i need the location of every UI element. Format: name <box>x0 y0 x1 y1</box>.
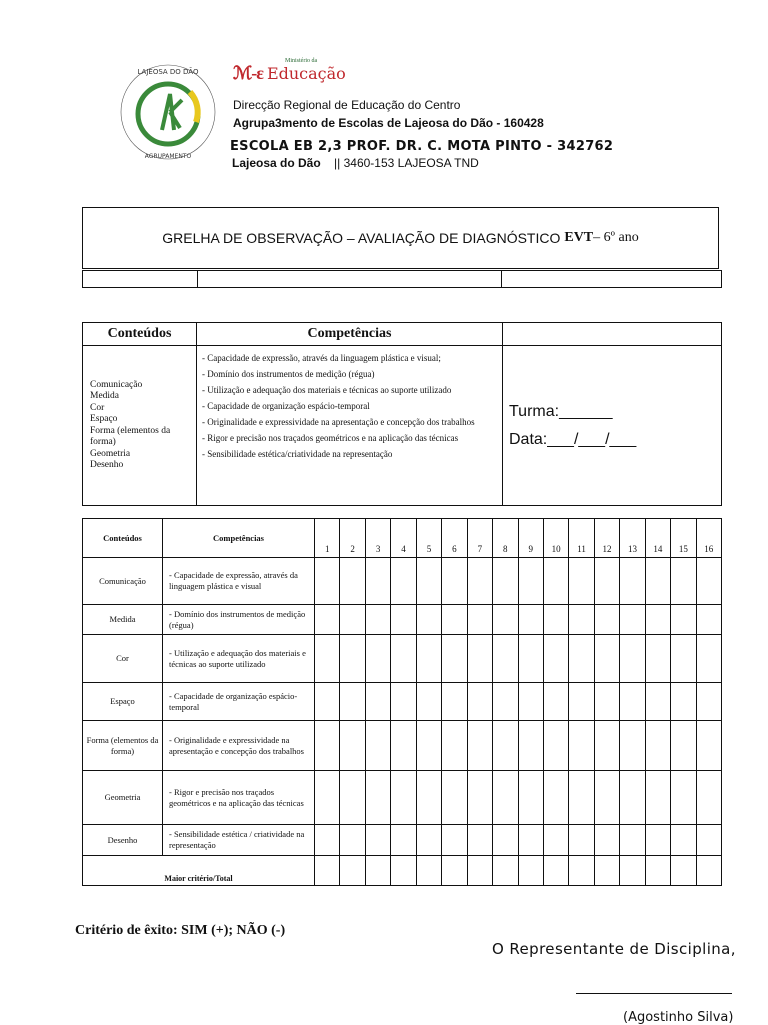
observation-cell[interactable] <box>340 635 365 683</box>
summary-contents-list <box>83 346 197 506</box>
observation-cell[interactable] <box>315 721 340 771</box>
observation-cell[interactable] <box>696 771 721 825</box>
total-cell[interactable] <box>696 856 721 886</box>
student-number-header: 15 <box>671 519 696 558</box>
observation-cell[interactable] <box>365 605 390 635</box>
observation-cell[interactable] <box>442 635 467 683</box>
observation-cell[interactable] <box>543 683 568 721</box>
student-number-header: 9 <box>518 519 543 558</box>
student-number-header: 6 <box>442 519 467 558</box>
observation-cell[interactable] <box>315 605 340 635</box>
student-number-header: 5 <box>416 519 441 558</box>
header-locality: Lajeosa do Dão <box>232 156 321 170</box>
observation-cell[interactable] <box>696 635 721 683</box>
header-line-1: Direcção Regional de Educação do Centro <box>233 98 461 112</box>
observation-cell[interactable] <box>569 605 594 635</box>
observation-cell[interactable] <box>594 605 619 635</box>
header-address <box>232 156 479 170</box>
total-cell[interactable] <box>518 856 543 886</box>
observation-cell[interactable] <box>620 635 645 683</box>
summary-header-empty <box>503 323 722 346</box>
observation-cell[interactable] <box>493 825 518 856</box>
grid-competence-cell: - Sensibilidade estética / criatividade na representação <box>163 825 315 856</box>
observation-cell[interactable] <box>569 825 594 856</box>
total-cell[interactable] <box>416 856 441 886</box>
ministry-logo <box>233 58 346 84</box>
observation-cell[interactable] <box>671 721 696 771</box>
header-postcode: || 3460-153 LAJEOSA TND <box>334 156 479 170</box>
ministry-small-label: Ministério da <box>285 58 318 64</box>
grid-content-cell: Geometria <box>83 771 163 825</box>
signature-line <box>576 993 732 994</box>
data-field[interactable]: Data:___/___/___ <box>509 430 637 448</box>
observation-cell[interactable] <box>543 721 568 771</box>
observation-cell[interactable] <box>696 683 721 721</box>
observation-cell[interactable] <box>493 558 518 605</box>
total-cell[interactable] <box>391 856 416 886</box>
observation-cell[interactable] <box>467 721 492 771</box>
grid-content-cell: Medida <box>83 605 163 635</box>
total-cell[interactable] <box>569 856 594 886</box>
summary-header-conteudos: Conteúdos <box>83 323 197 346</box>
total-cell[interactable] <box>620 856 645 886</box>
total-cell[interactable] <box>340 856 365 886</box>
observation-cell[interactable] <box>340 771 365 825</box>
observation-cell[interactable] <box>645 605 670 635</box>
grid-competence-cell: - Capacidade de organização espácio-temporal <box>163 683 315 721</box>
observation-cell[interactable] <box>671 558 696 605</box>
observation-cell[interactable] <box>696 558 721 605</box>
svg-text:LAJEOSA DO DÃO: LAJEOSA DO DÃO <box>137 68 199 76</box>
grid-competence-cell: - Originalidade e expressividade na apresentação e concepção dos trabalhos <box>163 721 315 771</box>
observation-cell[interactable] <box>594 825 619 856</box>
observation-cell[interactable] <box>594 771 619 825</box>
observation-cell[interactable] <box>416 558 441 605</box>
summary-content-item: Medida <box>90 391 120 401</box>
grid-row <box>83 558 722 605</box>
observation-cell[interactable] <box>671 635 696 683</box>
grid-content-cell: Espaço <box>83 683 163 721</box>
grid-header-competencias: Competências <box>163 519 315 558</box>
observation-cell[interactable] <box>645 635 670 683</box>
observation-cell[interactable] <box>442 605 467 635</box>
student-number-header: 3 <box>365 519 390 558</box>
observation-cell[interactable] <box>391 683 416 721</box>
observation-grid <box>82 518 722 886</box>
observation-cell[interactable] <box>365 683 390 721</box>
observation-cell[interactable] <box>696 825 721 856</box>
summary-competence-item: - Capacidade de organização espácio-temporal <box>202 401 370 411</box>
ministry-mark-icon: ℳ-ε <box>233 62 263 83</box>
observation-cell[interactable] <box>315 635 340 683</box>
total-cell[interactable] <box>442 856 467 886</box>
summary-content-item: Forma (elementos da forma) <box>90 425 171 447</box>
observation-cell[interactable] <box>315 771 340 825</box>
student-number-header: 11 <box>569 519 594 558</box>
observation-cell[interactable] <box>620 825 645 856</box>
grid-row <box>83 825 722 856</box>
student-number-header: 2 <box>340 519 365 558</box>
summary-content-item: Cor <box>90 402 105 413</box>
observation-cell[interactable] <box>391 558 416 605</box>
total-cell[interactable] <box>315 856 340 886</box>
observation-cell[interactable] <box>569 635 594 683</box>
observation-cell[interactable] <box>442 771 467 825</box>
observation-cell[interactable] <box>416 721 441 771</box>
ministry-name: Educação <box>266 63 346 83</box>
observation-cell[interactable] <box>365 721 390 771</box>
observation-cell[interactable] <box>518 825 543 856</box>
student-number-header: 1 <box>315 519 340 558</box>
student-number-header: 4 <box>391 519 416 558</box>
summary-competence-item: - Rigor e precisão nos traçados geométricos e na aplicação das técnicas <box>202 433 459 443</box>
summary-content-item: Espaço <box>90 414 118 424</box>
observation-cell[interactable] <box>467 683 492 721</box>
grid-competence-cell: - Rigor e precisão nos traçados geométricos e na aplicação das técnicas <box>163 771 315 825</box>
observation-cell[interactable] <box>645 721 670 771</box>
observation-cell[interactable] <box>340 605 365 635</box>
title-prefix: GRELHA DE OBSERVAÇÃO – AVALIAÇÃO DE DIAGNÓSTICO <box>162 230 561 246</box>
observation-cell[interactable] <box>340 825 365 856</box>
observation-cell[interactable] <box>467 771 492 825</box>
observation-cell[interactable] <box>518 771 543 825</box>
observation-cell[interactable] <box>696 605 721 635</box>
observation-cell[interactable] <box>645 683 670 721</box>
total-cell[interactable] <box>467 856 492 886</box>
grid-row <box>83 771 722 825</box>
total-cell[interactable] <box>594 856 619 886</box>
observation-cell[interactable] <box>391 825 416 856</box>
observation-cell[interactable] <box>543 771 568 825</box>
observation-cell[interactable] <box>518 635 543 683</box>
grid-content-cell: Desenho <box>83 825 163 856</box>
observation-cell[interactable] <box>594 683 619 721</box>
school-seal-logo <box>118 62 218 162</box>
observation-cell[interactable] <box>315 825 340 856</box>
observation-cell[interactable] <box>442 683 467 721</box>
total-cell[interactable] <box>365 856 390 886</box>
grid-competence-cell: - Utilização e adequação dos materiais e técnicas ao suporte utilizado <box>163 635 315 683</box>
observation-cell[interactable] <box>467 635 492 683</box>
summary-competences-list <box>197 346 503 506</box>
observation-cell[interactable] <box>569 771 594 825</box>
grid-row <box>83 605 722 635</box>
student-number-header: 12 <box>594 519 619 558</box>
observation-cell[interactable] <box>340 558 365 605</box>
observation-cell[interactable] <box>620 771 645 825</box>
observation-cell[interactable] <box>543 605 568 635</box>
observation-cell[interactable] <box>569 683 594 721</box>
observation-cell[interactable] <box>518 605 543 635</box>
observation-cell[interactable] <box>416 771 441 825</box>
observation-cell[interactable] <box>569 721 594 771</box>
grid-header-conteudos: Conteúdos <box>83 519 163 558</box>
observation-cell[interactable] <box>467 825 492 856</box>
observation-cell[interactable] <box>518 721 543 771</box>
observation-cell[interactable] <box>645 825 670 856</box>
summary-header-competencias: Competências <box>197 323 503 346</box>
observation-cell[interactable] <box>365 771 390 825</box>
student-number-header: 7 <box>467 519 492 558</box>
observation-cell[interactable] <box>315 683 340 721</box>
success-criterion: Critério de êxito: SIM (+); NÃO (-) <box>75 923 286 938</box>
observation-cell[interactable] <box>645 771 670 825</box>
observation-cell[interactable] <box>569 558 594 605</box>
title-evt: EVT <box>564 230 594 245</box>
observation-cell[interactable] <box>543 825 568 856</box>
observation-cell[interactable] <box>340 683 365 721</box>
grid-header-row <box>83 519 722 558</box>
student-number-header: 13 <box>620 519 645 558</box>
total-cell[interactable] <box>671 856 696 886</box>
title-suffix: – 6º ano <box>593 230 639 245</box>
observation-cell[interactable] <box>315 558 340 605</box>
observation-cell[interactable] <box>416 605 441 635</box>
observation-cell[interactable] <box>391 605 416 635</box>
observation-cell[interactable] <box>671 683 696 721</box>
student-number-header: 14 <box>645 519 670 558</box>
observation-cell[interactable] <box>645 558 670 605</box>
grid-competence-cell: - Capacidade de expressão, através da linguagem plástica e visual <box>163 558 315 605</box>
observation-cell[interactable] <box>671 771 696 825</box>
observation-cell[interactable] <box>594 721 619 771</box>
total-cell[interactable] <box>493 856 518 886</box>
svg-text:AGRUPAMENTO: AGRUPAMENTO <box>144 153 192 160</box>
observation-cell[interactable] <box>340 721 365 771</box>
observation-cell[interactable] <box>594 635 619 683</box>
observation-cell[interactable] <box>543 558 568 605</box>
summary-content-item: Desenho <box>90 460 124 470</box>
observation-cell[interactable] <box>493 771 518 825</box>
observation-cell[interactable] <box>365 635 390 683</box>
observation-cell[interactable] <box>467 558 492 605</box>
observation-cell[interactable] <box>442 558 467 605</box>
observation-cell[interactable] <box>594 558 619 605</box>
student-number-header: 10 <box>543 519 568 558</box>
header-school-name: ESCOLA EB 2,3 PROF. DR. C. MOTA PINTO - 342762 <box>230 139 614 154</box>
summary-table <box>82 322 722 506</box>
observation-cell[interactable] <box>671 605 696 635</box>
observation-cell[interactable] <box>391 721 416 771</box>
observation-cell[interactable] <box>467 605 492 635</box>
observation-cell[interactable] <box>620 721 645 771</box>
summary-class-date <box>503 346 722 506</box>
total-cell[interactable] <box>645 856 670 886</box>
observation-cell[interactable] <box>416 683 441 721</box>
observation-cell[interactable] <box>620 558 645 605</box>
summary-content-item: Geometria <box>90 448 131 459</box>
summary-competence-item: - Sensibilidade estética/criatividade na representação <box>202 449 393 459</box>
observation-cell[interactable] <box>671 825 696 856</box>
grid-content-cell: Cor <box>83 635 163 683</box>
grid-content-cell: Forma (elementos da forma) <box>83 721 163 771</box>
observation-cell[interactable] <box>493 605 518 635</box>
representative-label: O Representante de Disciplina, <box>492 940 736 958</box>
observation-cell[interactable] <box>365 825 390 856</box>
title-info-strip <box>82 270 722 288</box>
observation-cell[interactable] <box>620 605 645 635</box>
grid-total-row <box>83 856 722 886</box>
turma-field[interactable]: Turma:______ <box>509 402 613 420</box>
header-line-2: Agrupa3mento de Escolas de Lajeosa do Dão - 160428 <box>233 116 544 130</box>
document-title <box>82 207 719 269</box>
student-number-header: 8 <box>493 519 518 558</box>
observation-cell[interactable] <box>493 683 518 721</box>
observation-cell[interactable] <box>518 683 543 721</box>
summary-competence-item: - Utilização e adequação dos materiais e técnicas ao suporte utilizado <box>202 385 452 395</box>
observation-cell[interactable] <box>365 558 390 605</box>
summary-content-item: Comunicação <box>90 379 143 390</box>
summary-competence-item: - Originalidade e expressividade na apresentação e concepção dos trabalhos <box>202 417 475 427</box>
observation-cell[interactable] <box>493 635 518 683</box>
observation-cell[interactable] <box>391 771 416 825</box>
total-cell[interactable] <box>543 856 568 886</box>
observation-cell[interactable] <box>543 635 568 683</box>
observation-cell[interactable] <box>696 721 721 771</box>
grid-row <box>83 635 722 683</box>
grid-total-label: Maior critério/Total <box>83 856 315 886</box>
student-number-header: 16 <box>696 519 721 558</box>
grid-row <box>83 721 722 771</box>
observation-cell[interactable] <box>442 721 467 771</box>
observation-cell[interactable] <box>391 635 416 683</box>
summary-competence-item: - Domínio dos instrumentos de medição (régua) <box>202 369 375 379</box>
summary-competence-item: - Capacidade de expressão, através da linguagem plástica e visual; <box>202 353 441 363</box>
grid-row <box>83 683 722 721</box>
observation-cell[interactable] <box>442 825 467 856</box>
observation-cell[interactable] <box>416 635 441 683</box>
observation-cell[interactable] <box>518 558 543 605</box>
representative-name: (Agostinho Silva) <box>623 1010 734 1025</box>
observation-cell[interactable] <box>493 721 518 771</box>
observation-cell[interactable] <box>416 825 441 856</box>
observation-cell[interactable] <box>620 683 645 721</box>
grid-competence-cell: - Domínio dos instrumentos de medição (régua) <box>163 605 315 635</box>
grid-content-cell: Comunicação <box>83 558 163 605</box>
